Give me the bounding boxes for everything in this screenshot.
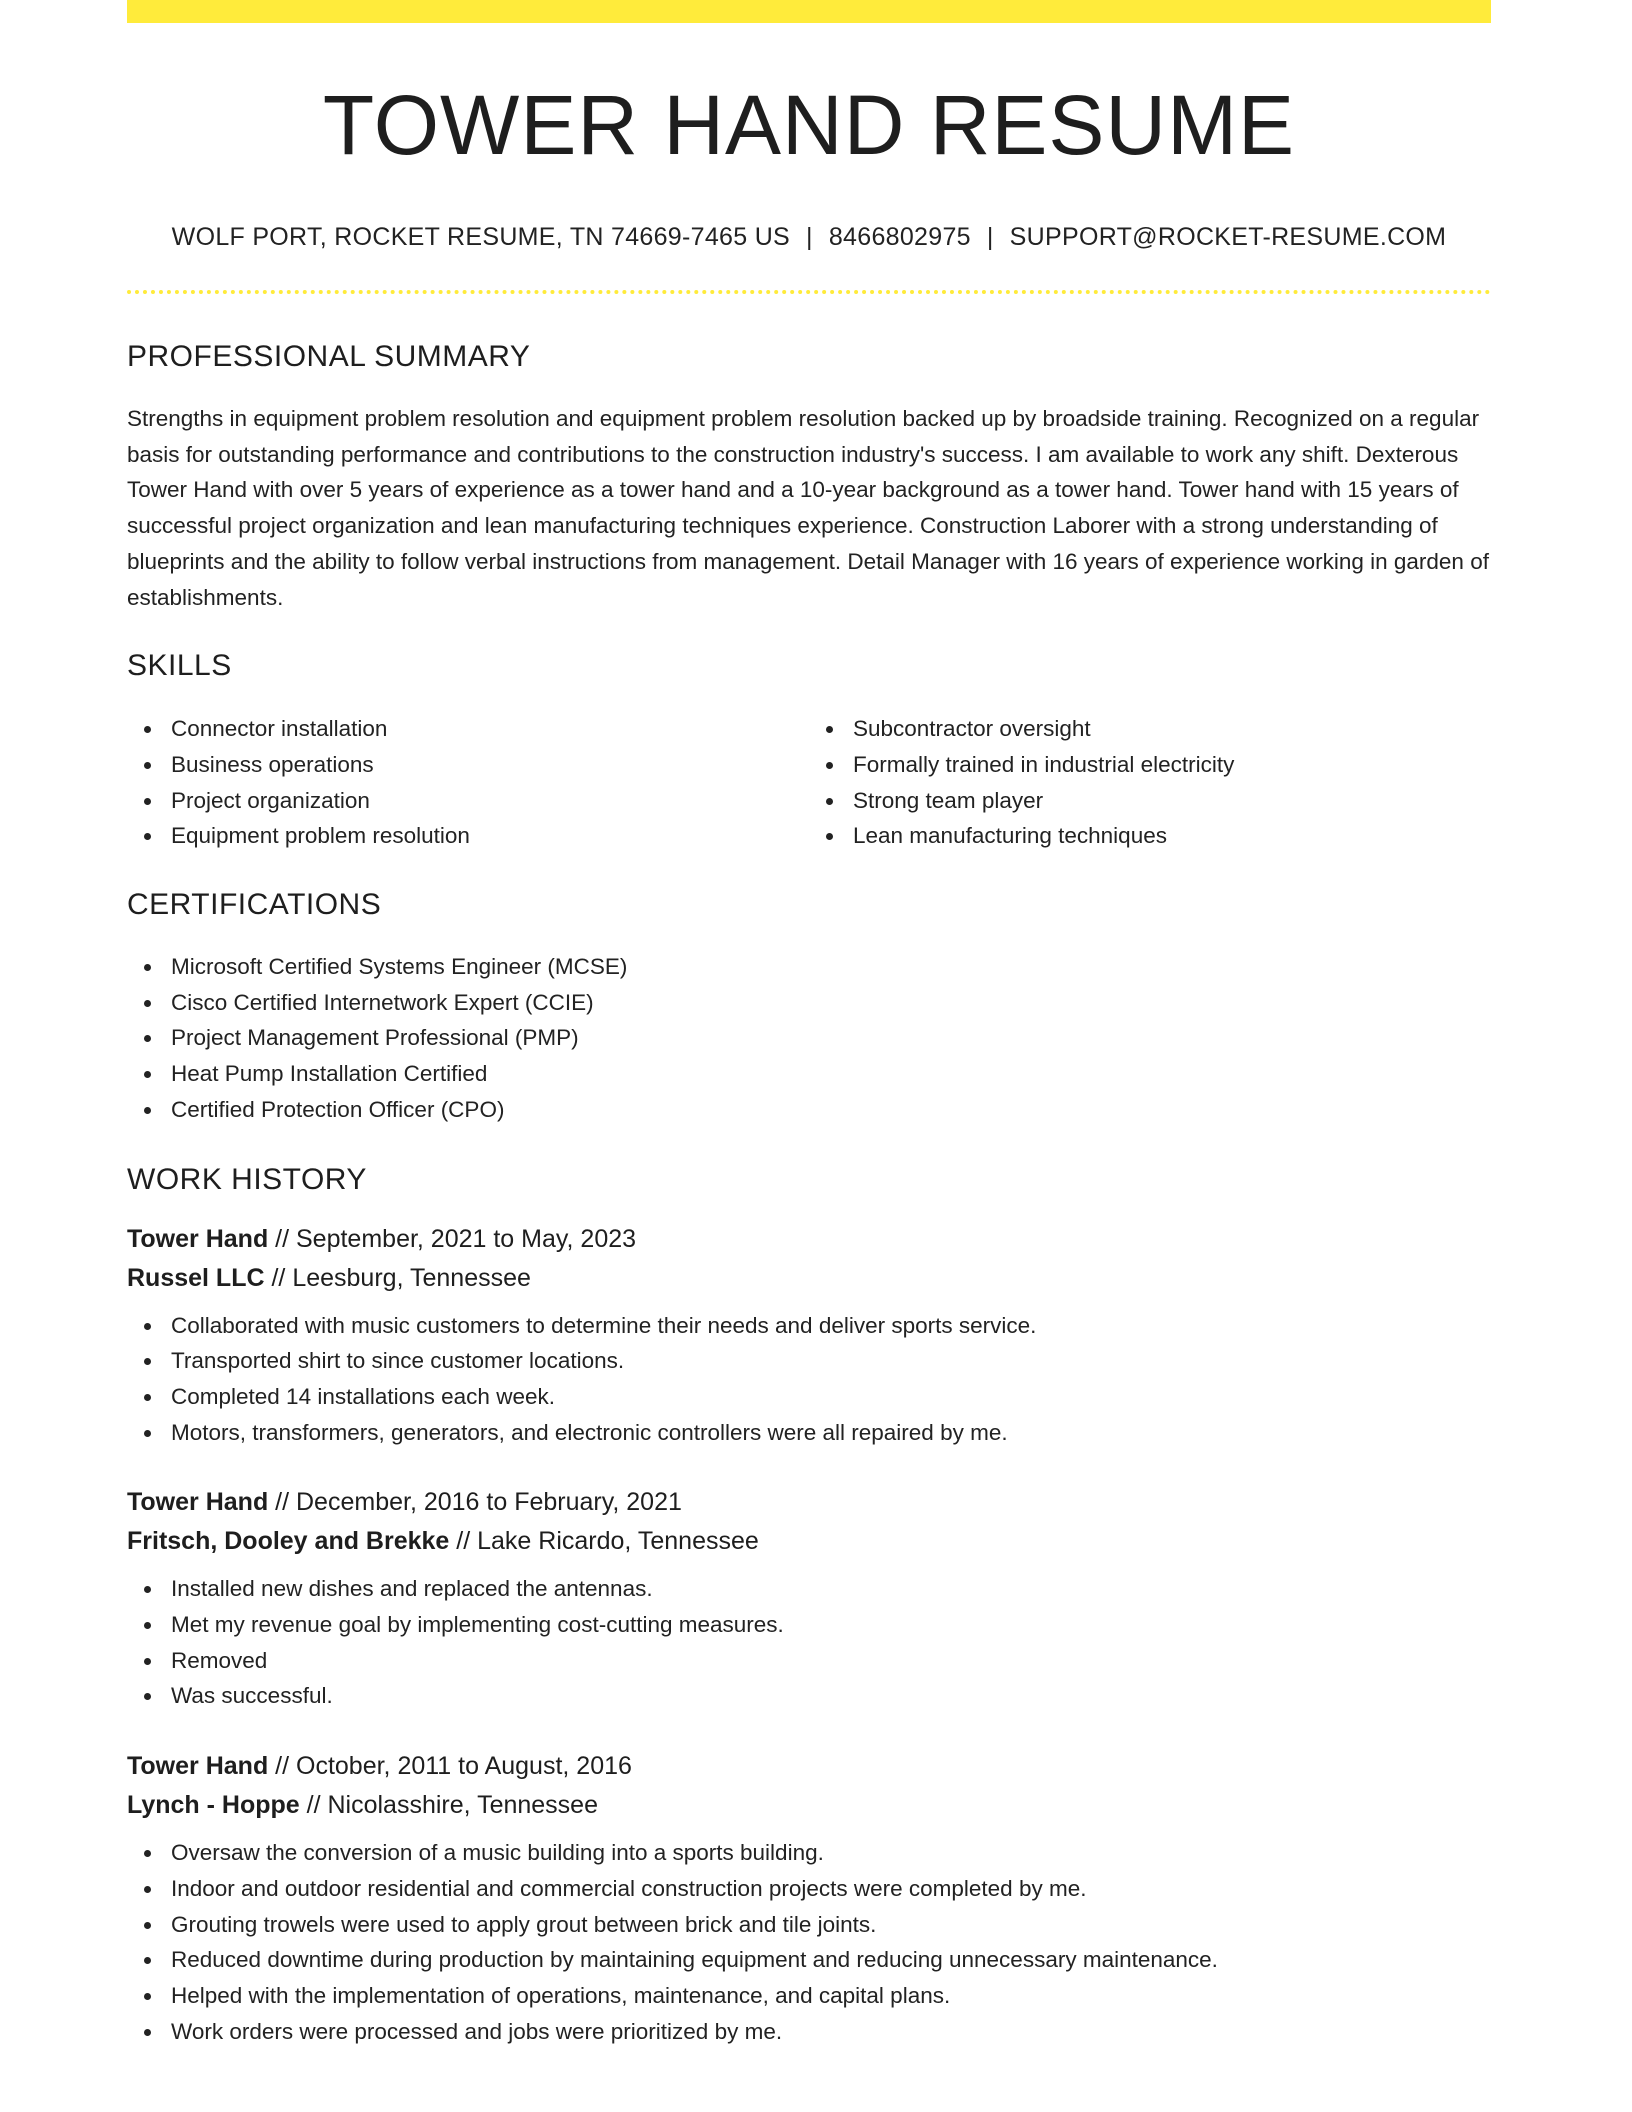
skill-item: Formally trained in industrial electricity: [853, 747, 1491, 783]
job-role: Tower Hand: [127, 1752, 269, 1781]
contact-phone: 8466802975: [828, 223, 971, 251]
certification-item: Certified Protection Officer (CPO): [171, 1092, 1491, 1128]
job-bullet: Work orders were processed and jobs were prioritized by me.: [171, 2014, 1491, 2050]
job-bullet: Oversaw the conversion of a music building into a sports building.: [171, 1835, 1491, 1871]
job-bullet: Transported shirt to since customer locations.: [171, 1343, 1491, 1379]
resume-page: [127, 0, 1491, 2049]
job-role-line: [127, 1747, 1491, 1786]
job-dates: // September, 2021 to May, 2023: [268, 1224, 637, 1253]
summary-heading: PROFESSIONAL SUMMARY: [127, 340, 531, 373]
skill-item: Lean manufacturing techniques: [853, 818, 1491, 854]
job-role-line: [127, 1483, 1491, 1522]
certification-item: Cisco Certified Internetwork Expert (CCIE): [171, 985, 1491, 1021]
skill-item: Subcontractor oversight: [853, 711, 1491, 747]
job-location: // Lake Ricardo, Tennessee: [449, 1527, 759, 1556]
job-entry: [127, 1220, 1491, 1451]
job-location: // Leesburg, Tennessee: [264, 1263, 531, 1292]
certification-item: Project Management Professional (PMP): [171, 1020, 1491, 1056]
job-bullet: Collaborated with music customers to determine their needs and deliver sports service.: [171, 1308, 1491, 1344]
job-bullet: Indoor and outdoor residential and commercial construction projects were completed by me.: [171, 1871, 1491, 1907]
skill-item: Project organization: [171, 783, 809, 819]
job-location: // Nicolasshire, Tennessee: [299, 1791, 598, 1820]
contact-separator: |: [806, 223, 813, 251]
job-entry: [127, 1483, 1491, 1714]
job-bullet: Met my revenue goal by implementing cost-cutting measures.: [171, 1607, 1491, 1643]
job-company-line: [127, 1522, 1491, 1561]
skill-item: Strong team player: [853, 783, 1491, 819]
contact-address: WOLF PORT, ROCKET RESUME, TN 74669-7465 US: [171, 223, 791, 251]
job-bullets: [127, 1571, 1491, 1714]
job-bullet: Reduced downtime during production by maintaining equipment and reducing unnecessary maintenance.: [171, 1942, 1491, 1978]
job-bullet: Completed 14 installations each week.: [171, 1379, 1491, 1415]
job-role: Tower Hand: [127, 1224, 269, 1253]
job-company-line: [127, 1786, 1491, 1825]
job-bullet: Motors, transformers, generators, and electronic controllers were all repaired by me.: [171, 1415, 1491, 1451]
job-bullet: Removed: [171, 1643, 1491, 1679]
skill-item: Business operations: [171, 747, 809, 783]
job-company-line: [127, 1259, 1491, 1298]
skills-list-left: [127, 711, 809, 854]
job-dates: // December, 2016 to February, 2021: [268, 1488, 682, 1517]
skill-item: Connector installation: [171, 711, 809, 747]
skills-list-right: [809, 711, 1491, 854]
certifications-heading: CERTIFICATIONS: [127, 888, 382, 922]
skills-heading: SKILLS: [127, 649, 232, 683]
summary-text: Strengths in equipment problem resolution and equipment problem resolution backed up by broadside training. Recognized on a regular basis for outstanding performance and contributions to the construction industry's success. I am available to work any shift. Dexterous Tower Hand with over 5 years of experience as a tower hand and a 10-year background as a tower hand. Tower hand with 15 years of successful project organization and lean manufacturing techniques experience. Construction Laborer with a strong understanding of blueprints and the ability to follow verbal instructions from management. Detail Manager with 16 years of experience working in garden of establishments.: [127, 406, 1489, 610]
job-company: Russel LLC: [127, 1263, 265, 1292]
job-bullet: Grouting trowels were used to apply grout between brick and tile joints.: [171, 1907, 1491, 1943]
contact-email: SUPPORT@ROCKET-RESUME.COM: [1009, 223, 1447, 251]
job-role: Tower Hand: [127, 1488, 269, 1517]
job-bullet: Was successful.: [171, 1678, 1491, 1714]
dotted-divider: [127, 290, 1491, 294]
skills-columns: [127, 711, 1491, 854]
accent-top-bar: [127, 0, 1491, 23]
resume-title: TOWER HAND RESUME: [322, 78, 1296, 172]
job-bullets: [127, 1308, 1491, 1451]
job-bullet: Helped with the implementation of operations, maintenance, and capital plans.: [171, 1978, 1491, 2014]
job-company: Fritsch, Dooley and Brekke: [127, 1527, 450, 1556]
contact-separator: |: [986, 223, 994, 251]
job-role-line: [127, 1220, 1491, 1259]
certification-item: Heat Pump Installation Certified: [171, 1056, 1491, 1092]
job-bullets: [127, 1835, 1491, 2049]
certification-item: Microsoft Certified Systems Engineer (MCSE): [171, 949, 1491, 985]
job-company: Lynch - Hoppe: [127, 1791, 300, 1820]
job-bullet: Installed new dishes and replaced the antennas.: [171, 1571, 1491, 1607]
skill-item: Equipment problem resolution: [171, 818, 809, 854]
work-history-heading: WORK HISTORY: [127, 1162, 367, 1196]
certifications-list: [127, 949, 1491, 1128]
contact-line: [127, 225, 1491, 250]
job-dates: // October, 2011 to August, 2016: [268, 1752, 632, 1781]
job-entry: [127, 1747, 1491, 2049]
